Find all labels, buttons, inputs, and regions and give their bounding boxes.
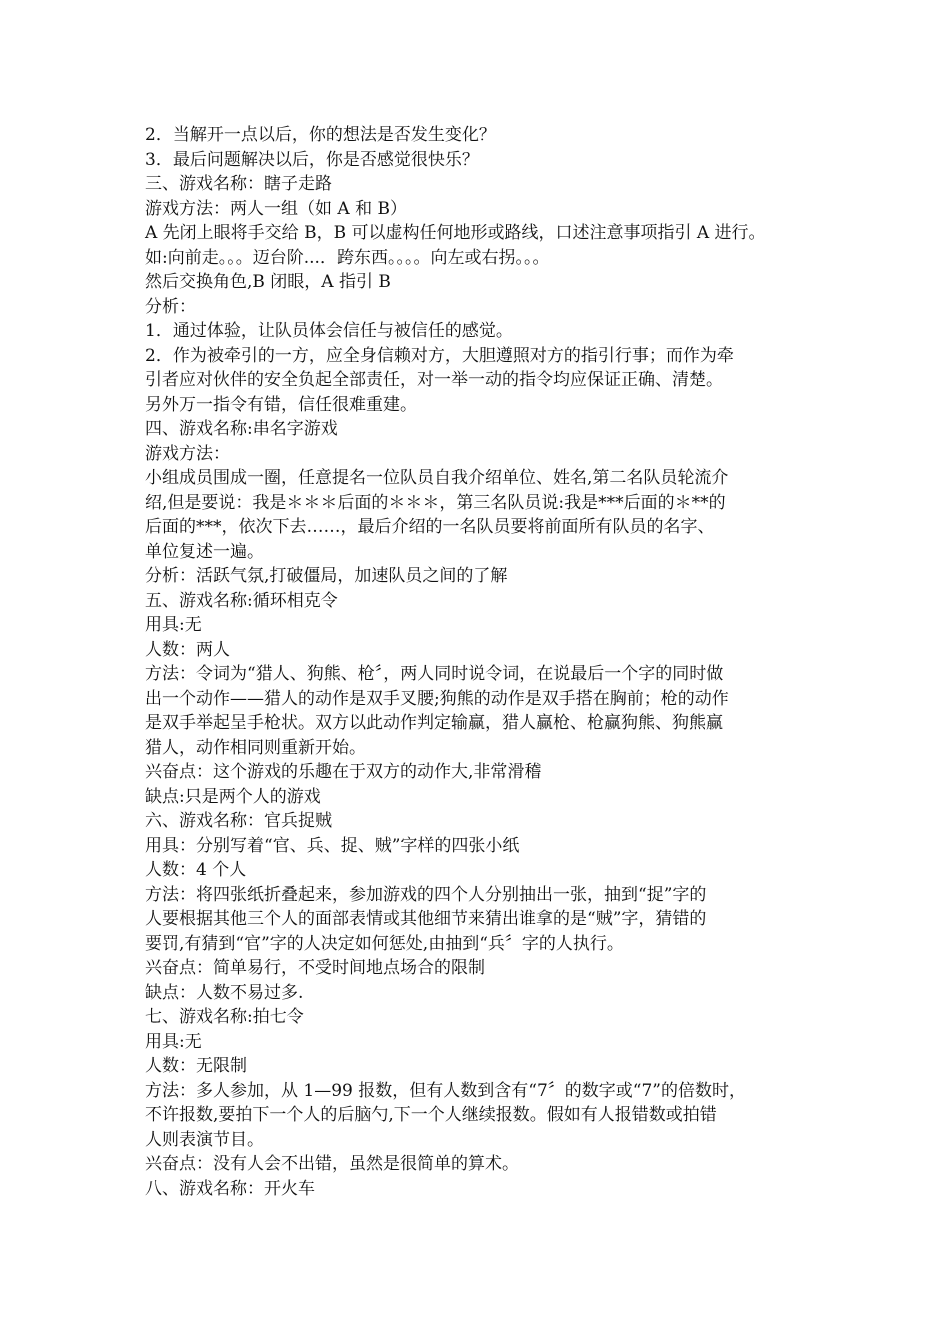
- text-line: 1．通过体验，让队员体会信任与被信任的感觉。: [145, 321, 513, 341]
- text-line: 猎人，动作相同则重新开始。: [145, 737, 366, 758]
- text-line: 后面的***，依次下去……，最后介绍的一名队员要将前面所有队员的名字、: [145, 517, 715, 537]
- text-line: 方法：将四张纸折叠起来，参加游戏的四个人分别抽出一张，抽到“捉”字的: [145, 884, 707, 905]
- text-line: 四、游戏名称:串名字游戏: [145, 419, 338, 439]
- text-line: 分析：: [145, 296, 196, 317]
- text-line: 2．当解开一点以后，你的想法是否发生变化？: [145, 125, 496, 145]
- text-line: 引者应对伙伴的安全负起全部责任，对一举一动的指令均应保证正确、清楚。: [145, 370, 723, 390]
- text-line: 兴奋点：这个游戏的乐趣在于双方的动作大,非常滑稽: [145, 762, 542, 782]
- text-line: 人数：4 个人: [145, 860, 247, 880]
- text-line: 2．作为被牵引的一方，应全身信赖对方，大胆遵照对方的指引行事；而作为牵: [145, 345, 734, 366]
- text-line: 人则表演节目。: [145, 1129, 264, 1150]
- text-line: 八、游戏名称：开火车: [145, 1178, 315, 1199]
- text-line: 七、游戏名称:拍七令: [145, 1007, 304, 1027]
- text-line: 另外万一指令有错，信任很难重建。: [145, 394, 417, 415]
- text-line: 兴奋点：没有人会不出错，虽然是很简单的算术。: [145, 1154, 519, 1174]
- text-line: 方法：多人参加，从 1—99 报数，但有人数到含有“7〞的数字或“7”的倍数时，: [145, 1080, 746, 1101]
- text-line: 如:向前走。。。迈台阶...．跨东西。。。。向左或右拐。。。: [145, 247, 550, 268]
- text-line: 要罚,有猜到“官”字的人决定如何惩处,由抽到“兵〞字的人执行。: [145, 933, 624, 954]
- text-line: 用具：分别写着“官、兵、捉、贼”字样的四张小纸: [145, 835, 520, 856]
- text-line: A 先闭上眼将手交给 B，B 可以虚构任何地形或路线，口述注意事项指引 A 进行。: [145, 223, 766, 243]
- text-line: 游戏方法：: [145, 443, 230, 464]
- text-line: 缺点:只是两个人的游戏: [145, 786, 321, 807]
- text-line: 人数：两人: [145, 639, 230, 660]
- text-line: 兴奋点：简单易行，不受时间地点场合的限制: [145, 958, 485, 978]
- text-line: 三、游戏名称：瞎子走路: [145, 174, 332, 194]
- text-line: 是双手举起呈手枪状。双方以此动作判定输赢，猎人赢枪、枪赢狗熊、狗熊赢: [145, 713, 723, 733]
- text-line: 缺点：人数不易过多.: [145, 982, 304, 1003]
- text-line: 人数：无限制: [145, 1056, 247, 1076]
- text-line: 出一个动作——猎人的动作是双手叉腰;狗熊的动作是双手搭在胸前；枪的动作: [145, 688, 729, 709]
- text-line: 人要根据其他三个人的面部表情或其他细节来猜出谁拿的是“贼”字，猜错的: [145, 909, 707, 929]
- text-line: 分析：活跃气氛,打破僵局，加速队员之间的了解: [145, 566, 508, 586]
- text-line: 用具:无: [145, 1031, 202, 1052]
- text-line: 然后交换角色,B 闭眼，A 指引 B: [145, 272, 391, 292]
- text-line: 六、游戏名称：官兵捉贼: [145, 811, 332, 831]
- text-line: 方法：令词为“猎人、狗熊、枪〞，两人同时说令词，在说最后一个字的同时做: [145, 664, 724, 684]
- document-body: [145, 123, 815, 1201]
- text-line: 3．最后问题解决以后，你是否感觉很快乐？: [145, 149, 479, 170]
- text-line: 不许报数,要拍下一个人的后脑勺,下一个人继续报数。假如有人报错数或拍错: [145, 1105, 717, 1125]
- text-line: 单位复述一遍。: [145, 541, 264, 562]
- text-line: 绍,但是要说：我是＊＊＊后面的＊＊＊，第三名队员说:我是***后面的＊**的: [145, 492, 726, 513]
- text-line: 五、游戏名称:循环相克令: [145, 590, 338, 611]
- text-line: 用具:无: [145, 615, 202, 635]
- text-line: 游戏方法：两人一组（如 A 和 B）: [145, 198, 407, 219]
- text-line: 小组成员围成一圈，任意提名一位队员自我介绍单位、姓名,第二名队员轮流介: [145, 468, 729, 488]
